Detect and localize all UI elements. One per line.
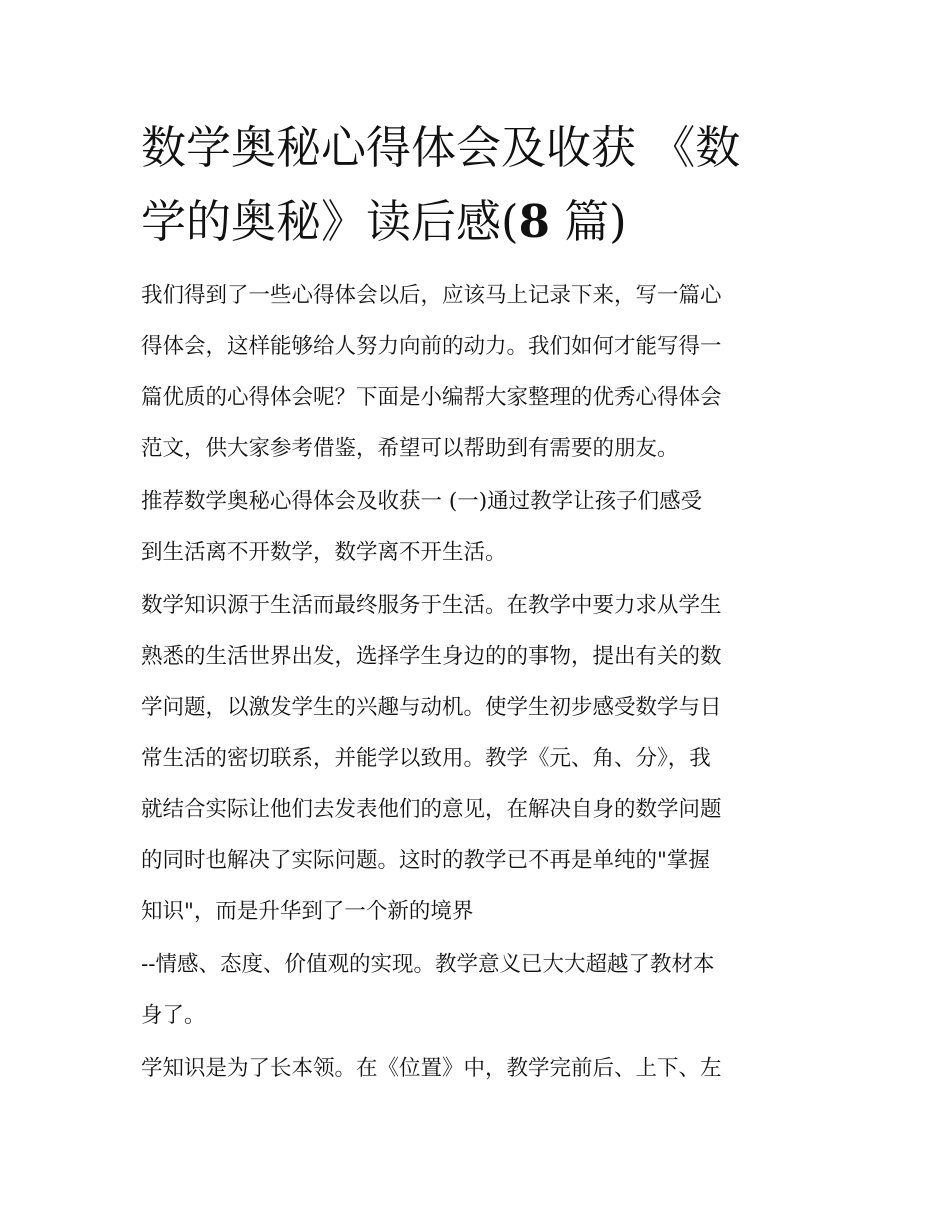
text-line: 学问题，以激发学生的兴趣与动机。使学生初步感受数学与日 (141, 695, 722, 720)
paragraph-section-heading (141, 476, 816, 578)
title-line-2 (141, 194, 816, 250)
text-line: 推荐数学奥秘心得体会及收获一 (一)通过教学让孩子们感受 (141, 489, 703, 514)
body-text (141, 270, 816, 1094)
paragraph-body-1 (141, 580, 816, 937)
text-line: 就结合实际让他们去发表他们的意见，在解决自身的数学问题 (141, 797, 722, 822)
paragraph-body-2 (141, 939, 816, 1041)
text-line: 到生活离不开数学，数学离不开生活。 (141, 540, 507, 565)
text-line: 常生活的密切联系，并能学以致用。教学《元、角、分》，我 (141, 746, 711, 771)
text-line: 范文，供大家参考借鉴，希望可以帮助到有需要的朋友。 (141, 436, 679, 461)
text-line: --情感、态度、价值观的实现。教学意义已大大超越了教材本 (141, 952, 715, 977)
text-line: 篇优质的心得体会呢？下面是小编帮大家整理的优秀心得体会 (141, 385, 722, 410)
text-line: 得体会，这样能够给人努力向前的动力。我们如何才能写得一 (141, 334, 722, 359)
text-line: 学知识是为了长本领。在《位置》中，教学完前后、上下、左 (141, 1056, 722, 1081)
text-line: 的同时也解决了实际问题。这时的教学已不再是单纯的"掌握 (141, 848, 710, 873)
title-count: 8 (518, 195, 550, 248)
title-line-1: 数学奥秘心得体会及收获 《数 (141, 121, 741, 174)
paragraph-body-3 (141, 1043, 816, 1094)
title-line-2-end: 篇) (549, 195, 627, 248)
text-line: 知识"，而是升华到了一个新的境界 (141, 899, 474, 924)
text-line: 数学知识源于生活而最终服务于生活。在教学中要力求从学生 (141, 593, 722, 618)
paragraph-intro (141, 270, 816, 474)
document-content (141, 120, 816, 1096)
document-title (141, 120, 816, 250)
title-line-2-text: 学的奥秘》读后感( (141, 195, 519, 248)
text-line: 身了。 (141, 1003, 206, 1028)
text-line: 熟悉的生活世界出发，选择学生身边的的事物，提出有关的数 (141, 644, 722, 669)
text-line: 我们得到了一些心得体会以后，应该马上记录下来，写一篇心 (141, 283, 722, 308)
